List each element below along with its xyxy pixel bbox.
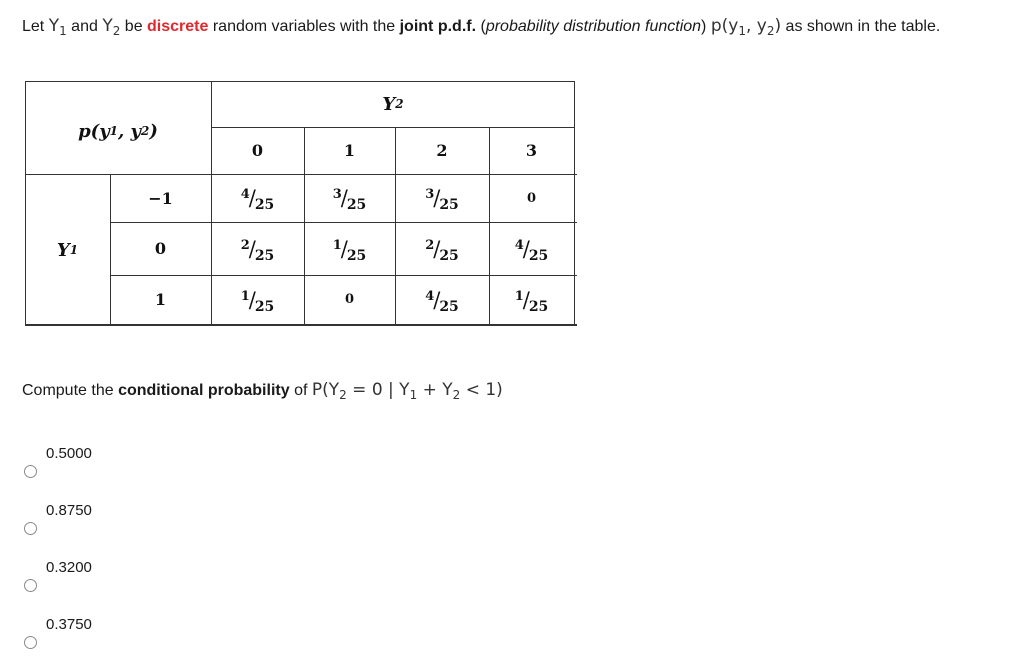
probability-cell: 0 — [526, 190, 537, 206]
probability-cell: 1/25 — [514, 287, 549, 315]
row-value: −1 — [148, 188, 173, 208]
var-y2: $Y_2$ — [102, 16, 121, 38]
row-value: 0 — [154, 239, 167, 258]
radio-button[interactable] — [24, 636, 37, 649]
radio-button[interactable] — [24, 522, 37, 535]
intro-text: Let $Y_1$ and $Y_2$ be discrete random variables with the joint p.d.f. (probability distribution function) $p(y_1$, $y_2$) as shown in the table. — [22, 16, 941, 38]
question-text: Compute the conditional probability of $P(Y_2 = 0$ | $Y_1 + Y_2 < 1$) — [22, 380, 503, 402]
probability-cell: 4/25 — [425, 287, 459, 315]
column-value: 0 — [251, 141, 264, 160]
probability-cell: 3/25 — [332, 186, 367, 213]
column-value: 3 — [525, 141, 538, 160]
column-value: 2 — [436, 141, 448, 160]
probability-cell: 4/25 — [240, 186, 275, 213]
answer-option[interactable] — [20, 501, 220, 545]
joint-pdf-table — [25, 81, 577, 325]
joint-pdf-keyword: joint p.d.f. — [399, 18, 477, 35]
conditional-probability-keyword: conditional probability — [118, 382, 290, 399]
radio-button[interactable] — [24, 579, 37, 592]
option-label: 0.3200 — [46, 559, 92, 576]
answer-option[interactable] — [20, 558, 220, 602]
probability-cell: 2/25 — [240, 236, 275, 264]
option-label: 0.8750 — [46, 502, 92, 519]
option-label: 0.5000 — [46, 445, 92, 462]
probability-cell: 2/25 — [425, 236, 459, 264]
option-label: 0.3750 — [46, 616, 92, 633]
radio-button[interactable] — [24, 465, 37, 478]
corner-label: p(y 1 , y 2 ) — [78, 120, 158, 142]
column-value: 1 — [343, 141, 356, 160]
probability-cell: 4/25 — [514, 236, 549, 264]
discrete-keyword: discrete — [147, 18, 209, 35]
probability-cell: 0 — [344, 292, 355, 307]
var-y1: $Y_1$ — [48, 16, 67, 38]
pdf-description: probability distribution function — [485, 18, 702, 35]
answer-option[interactable] — [20, 444, 220, 488]
answer-option[interactable] — [20, 615, 220, 659]
column-variable-header: Y 2 — [382, 93, 404, 115]
joint-function: $p(y_1$, $y_2$) — [710, 16, 782, 38]
probability-cell: 3/25 — [425, 186, 459, 213]
row-variable-header: Y 1 — [56, 239, 79, 261]
probability-expression: $P(Y_2 = 0$ | $Y_1 + Y_2 < 1$) — [311, 380, 503, 402]
probability-cell: 1/25 — [240, 287, 275, 315]
row-value: 1 — [154, 290, 167, 309]
probability-cell: 1/25 — [332, 236, 367, 264]
